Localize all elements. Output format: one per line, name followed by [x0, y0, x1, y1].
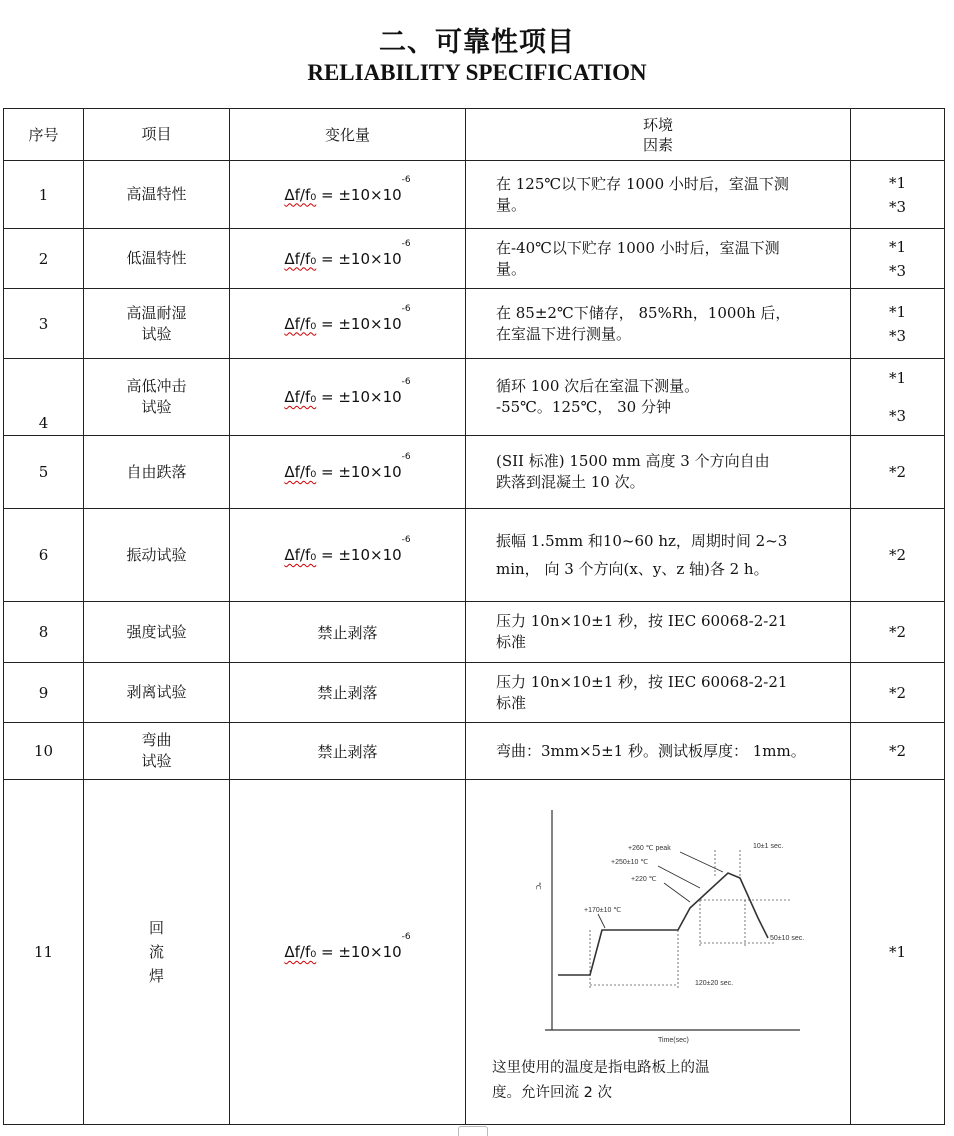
profile-curve — [558, 873, 768, 975]
label-preheat: 120±20 sec. — [695, 980, 734, 987]
formula-lhs: Δf/f₀ — [284, 314, 317, 333]
label-220: +220 ℃ — [631, 876, 657, 883]
row-note: *2 — [888, 683, 907, 702]
row-environment-line: 跌落到混凝土 10 次。 — [496, 473, 645, 491]
row-index: 2 — [4, 229, 84, 289]
label-peak-time: 10±1 sec. — [753, 843, 784, 850]
label-250: +250±10 ℃ — [611, 859, 649, 866]
row-item — [84, 780, 230, 1125]
row-environment-line: 在 85±2℃下储存， 85%Rh，1000h 后， — [496, 303, 791, 322]
row-item-line: 回 — [148, 919, 164, 937]
row-note: *3 — [888, 261, 907, 280]
row-note: *2 — [888, 623, 907, 641]
peak-arrow — [680, 852, 723, 872]
row-change — [230, 663, 466, 723]
row-notes — [851, 359, 945, 436]
row-environment — [466, 602, 851, 663]
row-note: *3 — [888, 407, 907, 425]
row-change — [230, 436, 466, 509]
formula-eq: = — [316, 546, 339, 564]
row-environment-line: 在室温下进行测量。 — [496, 324, 632, 343]
row-change — [230, 229, 466, 289]
row-environment-line: 量。 — [496, 259, 527, 278]
row-item-line: 振动试验 — [126, 545, 187, 564]
formula-lhs: Δf/f₀ — [284, 943, 317, 961]
formula-exponent: -6 — [401, 535, 411, 545]
reliability-table — [3, 108, 945, 1125]
formula-rhs: ±10×10 — [338, 943, 402, 961]
row-notes — [851, 509, 945, 602]
row-environment — [466, 359, 851, 436]
row-index: 3 — [4, 289, 84, 359]
row-notes — [851, 602, 945, 663]
page-subtitle: RELIABILITY SPECIFICATION — [307, 60, 647, 85]
reflow-caption-line: 度。允许回流 2 次 — [492, 1085, 612, 1101]
row-change — [230, 602, 466, 663]
row-environment-line: 弯曲：3mm×5±1 秒。测试板厚度： 1mm。 — [496, 741, 806, 760]
table-row — [4, 663, 945, 723]
row-environment — [466, 229, 851, 289]
reflow-caption-line: 这里使用的温度是指电路板上的温 — [492, 1060, 710, 1076]
formula-rhs: ±10×10 — [338, 463, 402, 481]
row-change — [230, 780, 466, 1125]
row-index: 4 — [4, 359, 84, 436]
table-row — [4, 161, 945, 229]
reflow-profile-svg — [490, 780, 805, 1050]
row-notes — [851, 723, 945, 780]
formula-rhs: ±10×10 — [338, 249, 402, 268]
formula-exponent: -6 — [401, 377, 411, 387]
row-note: *1 — [888, 369, 907, 387]
table-header-row — [4, 109, 945, 161]
row-index: 1 — [4, 161, 84, 229]
reflow-profile-chart — [490, 780, 805, 1050]
row-change — [230, 359, 466, 436]
x-axis-label: Time(sec) — [658, 1037, 689, 1044]
header-env-line1: 环境 — [642, 115, 673, 134]
formula-eq: = — [316, 943, 339, 961]
row-environment-line: 在-40℃以下贮存 1000 小时后，室温下测 — [496, 238, 780, 257]
formula-exponent: -6 — [401, 303, 411, 314]
t250-arrow — [658, 866, 700, 888]
header-idx: 序号 — [4, 109, 84, 161]
header-note — [851, 109, 945, 161]
row-item-line: 试验 — [141, 752, 172, 770]
row-environment-line: 循环 100 次后在室温下测量。 — [496, 377, 700, 395]
row-environment-line: 压力 10n×10±1 秒，按 IEC 60068-2-21 — [496, 612, 788, 630]
header-change: 变化量 — [230, 109, 466, 161]
delta-f-formula — [284, 303, 411, 333]
row-notes — [851, 229, 945, 289]
row-notes — [851, 289, 945, 359]
row-environment — [466, 289, 851, 359]
row-item — [84, 602, 230, 663]
row-environment-line: 在 125℃以下贮存 1000 小时后，室温下测 — [496, 174, 789, 193]
formula-rhs: ±10×10 — [338, 546, 402, 564]
row-item — [84, 229, 230, 289]
row-item-line: 弯曲 — [141, 731, 172, 749]
row-environment-line: (SII 标准) 1500 mm 高度 3 个方向自由 — [496, 452, 770, 470]
header-env-line2: 因素 — [642, 135, 673, 154]
row-item-line: 低温特性 — [126, 249, 187, 267]
t220-arrow — [664, 883, 690, 902]
formula-lhs: Δf/f₀ — [284, 249, 317, 268]
row-change-text: 禁止剥落 — [317, 742, 378, 761]
row-note: *1 — [888, 237, 907, 256]
formula-rhs: ±10×10 — [338, 314, 402, 333]
row-change — [230, 723, 466, 780]
row-item-line: 高温耐湿 — [126, 303, 187, 322]
row-environment-line: 量。 — [496, 195, 527, 214]
row-item-line: 试验 — [141, 398, 172, 416]
row-notes — [851, 780, 945, 1125]
row-environment — [466, 663, 851, 723]
formula-eq: = — [316, 185, 339, 204]
row-notes — [851, 663, 945, 723]
page-tab-mark — [458, 1126, 488, 1136]
header-item: 项目 — [84, 109, 230, 161]
formula-exponent: -6 — [401, 932, 411, 942]
table-row — [4, 359, 945, 436]
row-item-line: 剥离试验 — [126, 683, 187, 701]
formula-exponent: -6 — [401, 452, 411, 462]
label-peak: +260 ℃ peak — [628, 845, 671, 852]
row-item-line: 高温特性 — [126, 185, 187, 203]
formula-exponent: -6 — [401, 238, 411, 249]
row-environment — [466, 509, 851, 602]
table-row — [4, 780, 945, 1125]
table-row — [4, 229, 945, 289]
row-note: *3 — [888, 326, 907, 345]
row-item-line: 焊 — [148, 967, 164, 985]
table-row — [4, 436, 945, 509]
row-change-text: 禁止剥落 — [317, 623, 378, 642]
formula-lhs: Δf/f₀ — [284, 546, 317, 564]
row-change — [230, 509, 466, 602]
row-index: 6 — [4, 509, 84, 602]
row-change — [230, 289, 466, 359]
reflow-caption — [492, 1056, 840, 1106]
row-change — [230, 161, 466, 229]
delta-f-formula — [284, 452, 411, 481]
table-row — [4, 289, 945, 359]
row-item — [84, 663, 230, 723]
row-environment — [466, 161, 851, 229]
row-environment-line: 标准 — [496, 633, 527, 651]
row-change-text: 禁止剥落 — [317, 684, 378, 702]
label-170: +170±10 ℃ — [584, 907, 622, 914]
row-note: *1 — [888, 173, 907, 192]
row-item — [84, 509, 230, 602]
delta-f-formula — [284, 174, 411, 204]
row-note: *3 — [888, 197, 907, 216]
t170-arrow — [598, 914, 605, 928]
header-env — [466, 109, 851, 161]
formula-exponent: -6 — [401, 174, 411, 185]
row-note: *1 — [888, 302, 907, 321]
row-item — [84, 723, 230, 780]
formula-eq: = — [316, 314, 339, 333]
table-row — [4, 602, 945, 663]
formula-lhs: Δf/f₀ — [284, 463, 317, 481]
table-row — [4, 723, 945, 780]
formula-lhs: Δf/f₀ — [284, 185, 317, 204]
row-environment-line: -55℃。125℃， 30 分钟 — [496, 398, 671, 416]
row-index: 5 — [4, 436, 84, 509]
row-index: 9 — [4, 663, 84, 723]
row-environment — [466, 780, 851, 1125]
row-note: *2 — [888, 742, 907, 760]
row-item — [84, 359, 230, 436]
row-note: *2 — [888, 546, 907, 564]
row-index: 10 — [4, 723, 84, 780]
row-index: 11 — [4, 780, 84, 1125]
row-environment-line: min， 向 3 个方向(x、y、z 轴)各 2 h。 — [496, 560, 769, 578]
delta-f-formula — [284, 932, 411, 961]
row-item-line: 试验 — [141, 324, 172, 343]
formula-eq: = — [316, 463, 339, 481]
delta-f-formula — [284, 535, 411, 564]
delta-f-formula — [284, 238, 411, 268]
row-note: *1 — [888, 943, 907, 961]
formula-eq: = — [316, 388, 339, 406]
row-item-line: 高低冲击 — [126, 377, 187, 395]
row-environment-line: 标准 — [496, 693, 527, 712]
row-environment-line: 压力 10n×10±1 秒，按 IEC 60068-2-21 — [496, 672, 788, 691]
row-index: 8 — [4, 602, 84, 663]
label-above220: 50±10 sec. — [770, 935, 805, 942]
row-item-line: 强度试验 — [126, 622, 187, 641]
row-item — [84, 289, 230, 359]
row-item-line: 自由跌落 — [126, 462, 187, 481]
formula-eq: = — [316, 249, 339, 268]
row-note: *2 — [888, 463, 907, 481]
formula-rhs: ±10×10 — [338, 388, 402, 406]
y-axis-label: ℃ — [534, 882, 541, 890]
row-environment — [466, 436, 851, 509]
row-notes — [851, 161, 945, 229]
row-item-line: 流 — [148, 943, 164, 961]
formula-rhs: ±10×10 — [338, 185, 402, 204]
table-row — [4, 509, 945, 602]
delta-f-formula — [284, 377, 411, 406]
row-environment — [466, 723, 851, 780]
row-notes — [851, 436, 945, 509]
page-title: 二、可靠性项目 — [379, 27, 575, 58]
row-environment-line: 振幅 1.5mm 和10~60 hz，周期时间 2~3 — [496, 532, 788, 550]
row-item — [84, 161, 230, 229]
row-item — [84, 436, 230, 509]
formula-lhs: Δf/f₀ — [284, 388, 317, 406]
